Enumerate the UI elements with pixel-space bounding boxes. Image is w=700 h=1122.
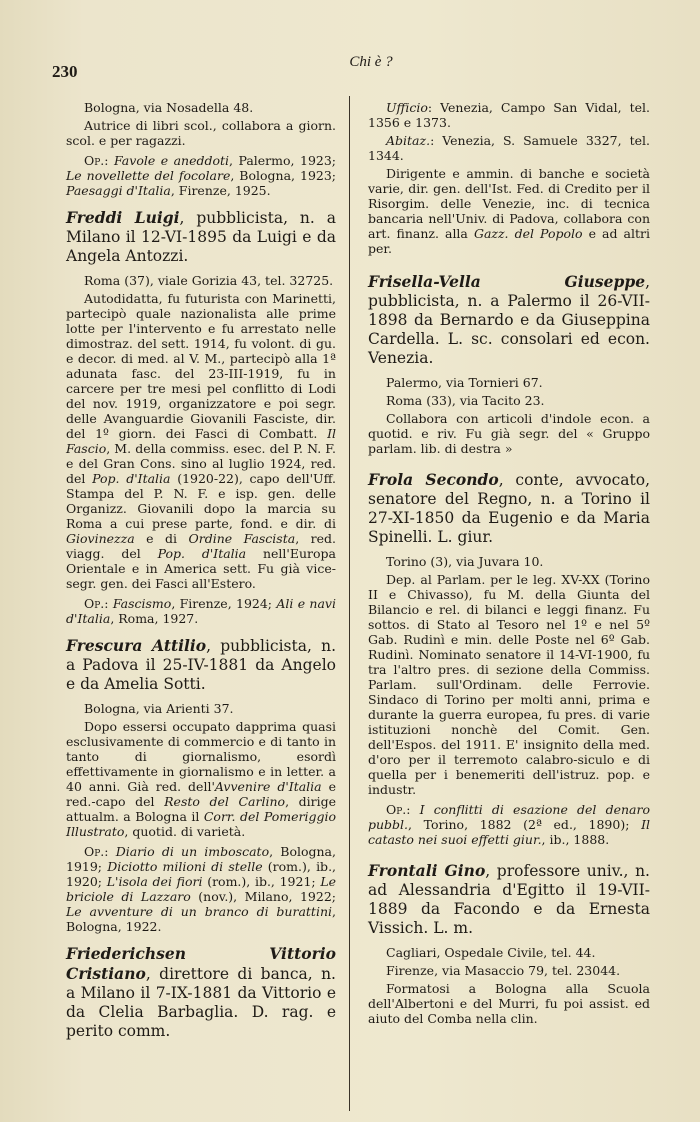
work-details: , Bologna, 1922. [66,904,336,934]
entry-bio: Autrice di libri scol., collabora a giorn. scol. e per ragazzi. [66,118,336,148]
entry-frisella-vella-giuseppe [368,272,650,456]
bio-text: (1920-22), capo dell'Uff. Stampa del P. N. F. e isp. gen. delle Organizz. Giovanili dopo la marcia su Roma a cui prese parte, fond. e dir. di [66,471,336,531]
works-label: Op.: [84,844,109,859]
entry-heading [66,208,336,266]
left-column [66,100,336,1114]
entry-name: Frola Secondo [368,470,499,489]
entry-heading-details: , pubblicista, n. a Palermo il 26-VII-1898 da Bernardo e da Giuseppina Cardella. L. sc. consolari ed econ. Venezia. [368,273,650,367]
entry-continuation-friederichsen [368,100,650,256]
entry-freddi-luigi [66,208,336,626]
entry-heading [368,470,650,547]
works-label: Op.: [84,596,109,611]
bio-publication: Avvenire d'Italia [214,779,322,794]
work-title: Diario di un imboscato [115,844,270,859]
work-details: , ib., 1888. [541,832,610,847]
entry-heading [368,861,650,938]
address-text: : Venezia, Campo San Vidal, tel. 1356 e 1373. [368,100,650,130]
bio-publication: Resto del Carlino [164,794,286,809]
work-details: , Bologna, 1923; [230,168,337,183]
entry-home-address [368,133,650,163]
bio-text: Autodidatta, fu futurista con Marinetti, partecipò quale nazionalista alle prime lotte per l'intervento e fu arrestato nelle dimostraz. del sett. 1914, fu volont. di gu. e decor. di med. al V. M., partecipò alla 1ª adunata fasc. del 23-III-1919, fu in carcere per tre mesi pel conflitto di Lodi del nov. 1919, organizzatore e poi segr. delle Avanguardie Giovanili Fasciste, dir. del 1º giorn. dei Fasci di Combatt. [66,291,336,441]
work-details: , Bologna, 1919; [66,844,336,874]
work-details: (rom.), ib., 1920; [66,859,337,889]
entry-name: Frisella-Vella Giuseppe [368,272,646,291]
entry-bio: Formatosi a Bologna alla Scuola dell'Albertoni e del Murri, fu poi assist. ed aiuto del Comba nella clin. [368,981,650,1026]
entry-office-address [368,100,650,130]
work-title: Ali e navi d'Italia [66,596,336,626]
entry-heading [66,636,336,694]
work-title: Le briciole di Lazzaro [66,874,337,904]
entry-bio [66,291,336,591]
bio-publication: Corr. del Pomeriggio Illustrato [66,809,336,839]
entry-address: Bologna, via Arienti 37. [84,701,234,716]
entry-heading-details: , pubblicista, n. a Padova il 25-IV-1881 da Angelo e da Amelia Sotti. [66,637,337,693]
entry-heading [368,272,650,368]
work-details: (rom.), ib., 1921; [202,874,321,889]
entry-heading-details: , professore univ., n. ad Alessandria d'Egitto il 19-VII-1889 da Facondo e da Ernesta Vissich. L. m. [368,862,650,937]
bio-publication: Ordine Fascista [188,531,296,546]
bio-text: Dopo essersi occupato dapprima quasi esclusivamente di commercio e di tanto in tanto di giornalismo, esordì effettivamente in giornalismo e in letter. a 40 anni. Già red. dell' [66,719,336,794]
work-title: Fascismo [112,596,172,611]
entry-works [66,844,336,934]
address-text: : Venezia, S. Samuele 3327, tel. 1344. [368,133,650,163]
entry-name: Freddi Luigi [66,208,180,227]
address-label: Ufficio [386,100,428,115]
works-label: Op.: [84,153,109,168]
entry-works [66,153,336,198]
entry-friederichsen-vittorio [66,944,336,1041]
bio-publication: Gazz. del Popolo [473,226,583,241]
entry-heading [66,944,336,1041]
entry-heading-details: , pubblicista, n. a Milano il 12-VI-1895 da Luigi e da Angela Antozzi. [66,209,336,265]
work-title: L'isola dei fiori [106,874,203,889]
entry-frontali-gino [368,861,650,1026]
entry-continuation-nosadella [66,100,336,198]
work-details: , Roma, 1927. [110,611,199,626]
bio-text: nell'Europa Orientale e in America sett. Fu già vice-segr. gen. dei Fasci all'Estero. [66,546,336,591]
bio-text: Dirigente e ammin. di banche e società varie, dir. gen. dell'Ist. Fed. di Credito per il Risorgim. delle Venezie, inc. di tecnica bancaria nell'Univ. di Padova, collabora con art. finanz. alla [368,166,650,241]
entry-address: Bologna, via Nosadella 48. [84,100,254,115]
entry-name: Frontali Gino [368,861,486,880]
entry-address: Palermo, via Tornieri 67. [386,375,543,390]
entry-address: Cagliari, Ospedale Civile, tel. 44. [386,945,596,960]
entry-bio [368,166,650,256]
entry-address: Roma (33), via Tacito 23. [386,393,545,408]
work-title: Le novellette del focolare [66,168,231,183]
work-title: I conflitti di esazione del denaro pubbl. [368,802,650,832]
bio-publication: Pop. d'Italia [92,471,171,486]
entry-heading-details: , conte, avvocato, senatore del Regno, n. a Torino il 27-XI-1850 da Eugenio e da Maria Spinelli. L. giur. [368,471,651,546]
bio-publication: Giovinezza [66,531,135,546]
bio-text: e di [134,531,189,546]
entry-bio: Dep. al Parlam. per le leg. XV-XX (Torino II e Chivasso), fu M. della Giunta del Bilancio e rel. di bilanci e leggi finanz. Fu sottos. di Stato al Tesoro nel 1º e nel 5º Gab. Rudinì e min. delle Poste nel 6º Gab. Rudinì. Nominato senatore il 14-VI-1900, fu tra l'altro pres. di sezione della Commiss. Parlam. sull'Ordinam. delle Ferrovie. Sindaco di Torino per molti anni, prima e durante la guerra europea, fu pres. di varie istituzioni nonchè del Comit. Gen. dell'Espos. del 1911. E' insignito della med. d'oro per il terremoto calabro-siculo e di quella per i benemeriti dell'istruz. pop. e industr. [368,572,650,797]
address-label: Abitaz. [386,133,431,148]
entry-bio: Collabora con articoli d'indole econ. a quotid. e riv. Fu già segr. del « Gruppo parlam. lib. di destra » [368,411,650,456]
bio-publication: Pop. d'Italia [157,546,247,561]
work-title: Paesaggi d'Italia [66,183,171,198]
bio-text: , red. viagg. del [66,531,336,561]
work-details: , Torino, 1882 (2ª ed., 1890); [408,817,642,832]
work-details: , Firenze, 1925. [170,183,271,198]
entry-name: Frescura Attilio [66,636,207,655]
bio-text: , M. della commiss. esec. del P. N. F. e del Gran Cons. sino al luglio 1924, red. del [66,441,336,486]
entry-works [66,596,336,626]
bio-text: , quotid. di varietà. [124,824,246,839]
entry-address: Torino (3), via Juvara 10. [386,554,544,569]
work-title: Le avventure di un branco di burattini [66,904,333,919]
bio-text: e red.-capo del [66,779,336,809]
right-column [368,100,650,1114]
works-label: Op.: [386,802,411,817]
work-details: , Palermo, 1923; [229,153,337,168]
entry-heading-details: , direttore di banca, n. a Milano il 7-IX-1881 da Vittorio e da Clelia Barbaglia. D. rag. e perito comm. [66,965,336,1040]
bio-publication: Il Fascio [66,426,336,456]
bio-text: e ad altri per. [368,226,650,256]
entry-frola-secondo [368,470,650,847]
work-title: Il catasto nei suoi effetti giur. [368,817,650,847]
work-details: , Firenze, 1924; [171,596,277,611]
entry-frescura-attilio [66,636,336,934]
page-number: 230 [52,62,78,81]
entry-works [368,802,650,847]
work-title: Favole e aneddoti [113,153,230,168]
entry-address: Firenze, via Masaccio 79, tel. 23044. [386,963,621,978]
page-header [52,52,670,80]
entry-bio [66,719,336,839]
running-title: Chi è ? [349,54,393,70]
column-divider [349,96,350,1111]
entry-name: Friederichsen Vittorio Cristiano [66,944,336,983]
work-details: (nov.), Milano, 1922; [190,889,336,904]
work-title: Diciotto milioni di stelle [107,859,263,874]
bio-text: , dirige attualm. a Bologna il [66,794,336,824]
entry-address: Roma (37), viale Gorizia 43, tel. 32725. [84,273,334,288]
